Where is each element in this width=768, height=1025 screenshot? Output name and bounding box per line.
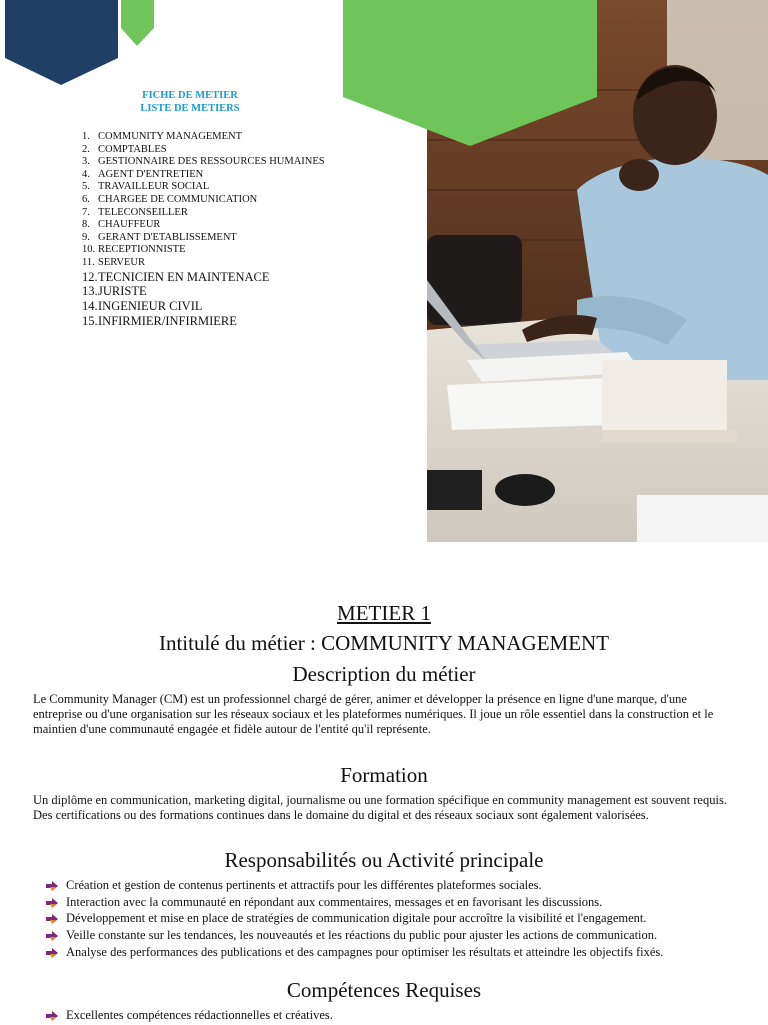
skills-list [46,1008,746,1025]
green-hexagon-decoration [343,0,597,146]
list-item: Analyse des performances des publications et des campagnes pour optimiser les résultats et atteindre les objectifs fixés. [46,945,746,962]
list-item: 2. COMPTABLES [82,143,167,155]
list-item: 5. TRAVAILLEUR SOCIAL [82,181,210,193]
fiche-title: FICHE DE METIER [142,90,238,101]
list-item: 13. JURISTE [82,284,147,299]
list-item: 15. INFIRMIER/INFIRMIERE [82,313,237,328]
arrow-bullet-icon [46,895,66,912]
metier-title: Intitulé du métier : COMMUNITY MANAGEMENT [158,631,610,655]
list-item: Création et gestion de contenus pertinents et attractifs pour les différentes plateformes sociales. [46,878,746,895]
list-item: Interaction avec la communauté en répondant aux commentaires, messages et en favorisant les discussions. [46,895,746,912]
list-item: Veille constante sur les tendances, les nouveautés et les réactions du public pour ajuster les actions de communication. [46,928,746,945]
list-item: 8. CHAUFFEUR [82,219,161,231]
liste-title: LISTE DE METIERS [140,103,240,114]
responsibilities-list [46,878,746,962]
list-item: Développement et mise en place de stratégies de communication digitale pour accroître la visibilité et l'engagement. [46,911,746,928]
arrow-bullet-icon [46,945,66,962]
list-item: 6. CHARGEE DE COMMUNICATION [82,193,258,205]
list-item: 14. INGENIEUR CIVIL [82,299,203,314]
arrow-bullet-icon [46,1008,66,1025]
list-item: 4. AGENT D'ENTRETIEN [82,168,204,180]
arrow-bullet-icon [46,928,66,945]
responsibilities-heading: Responsabilités ou Activité principale [224,848,544,872]
list-item: 1. COMMUNITY MANAGEMENT [82,131,242,142]
jobs-list [82,131,325,329]
list-item: 11. SERVEUR [82,256,145,268]
list-item: 12. TECNICIEN EN MAINTENACE [82,269,270,284]
arrow-bullet-icon [46,911,66,928]
skills-heading: Compétences Requises [286,978,482,1002]
formation-heading: Formation [340,763,428,787]
formation-text: Un diplôme en communication, marketing digital, journalisme ou une formation spécifique en community management est souvent requis. Des certifications ou des formations continues dans le domaine du digital et des réseaux sociaux sont également valorisées. [33,793,727,822]
list-item: 3. GESTIONNAIRE DES RESSOURCES HUMAINES [82,156,325,168]
description-heading: Description du métier [292,662,476,686]
navy-hexagon-decoration [5,0,118,85]
document-header [90,89,290,115]
green-chevron-decoration [121,0,154,46]
description-text: Le Community Manager (CM) est un professionnel chargé de gérer, animer et développer la présence en ligne d'une marque, d'une entreprise ou d'une organisation sur les réseaux sociaux et les plateformes numériques. Il joue un rôle essentiel dans la construction et le maintien d'une communauté engagée et fidèle autour de l'entité qu'il représente. [33,692,714,736]
arrow-bullet-icon [46,878,66,895]
list-item: 9. GERANT D'ETABLISSEMENT [82,231,237,243]
metier-number: METIER 1 [337,601,431,625]
list-item: 10. RECEPTIONNISTE [82,244,186,256]
list-item: Excellentes compétences rédactionnelles et créatives. [46,1008,746,1025]
list-item: 7. TELECONSEILLER [82,206,188,218]
